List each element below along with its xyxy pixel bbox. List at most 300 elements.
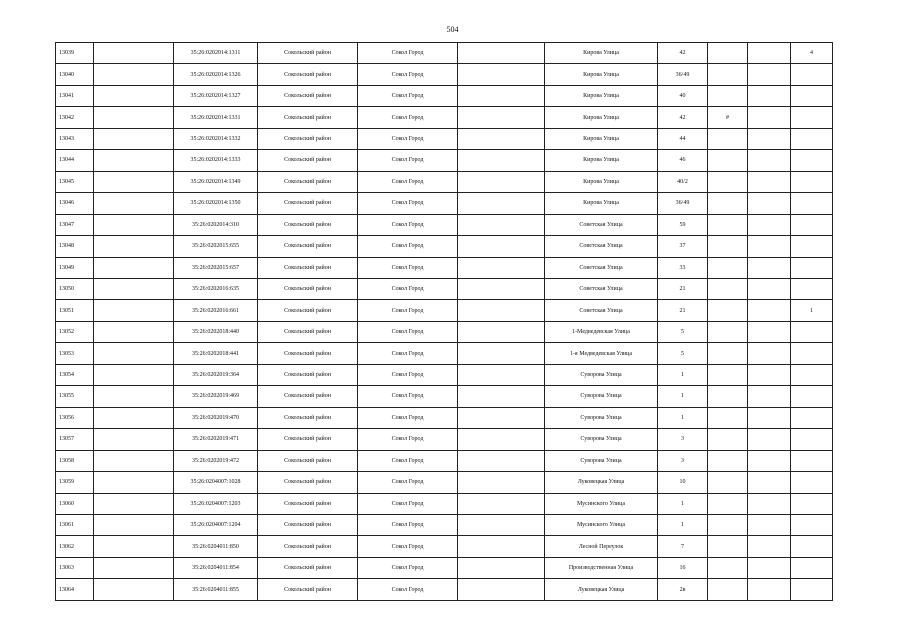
cell-record-number: 13054 — [56, 364, 94, 385]
cell-extra-col-3: 4 — [791, 43, 833, 64]
cell-district: Сокольский район — [258, 257, 358, 278]
table-row — [56, 472, 833, 493]
cell-street: Суворова Улица — [545, 429, 658, 450]
cell-house-number: 59 — [658, 214, 708, 235]
cell-record-number: 13061 — [56, 514, 94, 535]
cell-district: Сокольский район — [258, 450, 358, 471]
cell-blank-col-2 — [458, 64, 545, 85]
cell-extra-col-1 — [708, 557, 748, 578]
cell-cadastral-number: 35:26:0202014:1331 — [174, 107, 258, 128]
cell-cadastral-number: 35:26:0202019:471 — [174, 429, 258, 450]
cell-locality: Сокол Город — [358, 579, 458, 601]
cell-record-number: 13062 — [56, 536, 94, 557]
cell-extra-col-3 — [791, 171, 833, 192]
cell-extra-col-3 — [791, 579, 833, 601]
table-row — [56, 193, 833, 214]
cell-record-number: 13050 — [56, 278, 94, 299]
cell-house-number: 36/49 — [658, 64, 708, 85]
cell-district: Сокольский район — [258, 278, 358, 299]
cell-locality: Сокол Город — [358, 193, 458, 214]
cell-extra-col-1 — [708, 43, 748, 64]
cell-locality: Сокол Город — [358, 493, 458, 514]
cell-blank-col — [94, 450, 174, 471]
cell-blank-col — [94, 300, 174, 321]
cell-extra-col-2 — [748, 85, 791, 106]
cell-cadastral-number: 35:26:0202014:1326 — [174, 64, 258, 85]
cell-locality: Сокол Город — [358, 321, 458, 342]
cell-cadastral-number: 35:26:0202015:657 — [174, 257, 258, 278]
cell-extra-col-3 — [791, 364, 833, 385]
cell-record-number: 13064 — [56, 579, 94, 601]
cell-blank-col-2 — [458, 85, 545, 106]
cell-house-number: 21 — [658, 300, 708, 321]
cell-locality: Сокол Город — [358, 343, 458, 364]
cell-house-number: 1 — [658, 493, 708, 514]
cell-blank-col-2 — [458, 300, 545, 321]
cell-blank-col — [94, 257, 174, 278]
cell-blank-col — [94, 214, 174, 235]
cell-blank-col — [94, 429, 174, 450]
cell-locality: Сокол Город — [358, 386, 458, 407]
cell-extra-col-3 — [791, 214, 833, 235]
cell-house-number: 16 — [658, 557, 708, 578]
cell-house-number: 1 — [658, 364, 708, 385]
cell-extra-col-2 — [748, 364, 791, 385]
cell-street: Кирова Улица — [545, 64, 658, 85]
cell-locality: Сокол Город — [358, 214, 458, 235]
cell-extra-col-3 — [791, 536, 833, 557]
cell-blank-col — [94, 343, 174, 364]
cell-extra-col-1 — [708, 85, 748, 106]
cell-cadastral-number: 35:26:0202016:635 — [174, 278, 258, 299]
cell-locality: Сокол Город — [358, 300, 458, 321]
cell-record-number: 13060 — [56, 493, 94, 514]
cell-blank-col — [94, 557, 174, 578]
cell-extra-col-2 — [748, 300, 791, 321]
cell-district: Сокольский район — [258, 128, 358, 149]
cell-record-number: 13039 — [56, 43, 94, 64]
cell-extra-col-2 — [748, 536, 791, 557]
cell-district: Сокольский район — [258, 300, 358, 321]
table-row — [56, 514, 833, 535]
table-row — [56, 278, 833, 299]
cell-district: Сокольский район — [258, 514, 358, 535]
cell-blank-col-2 — [458, 257, 545, 278]
cell-extra-col-2 — [748, 278, 791, 299]
cell-street: Кирова Улица — [545, 107, 658, 128]
cell-street: Советская Улица — [545, 236, 658, 257]
cell-extra-col-1 — [708, 343, 748, 364]
cell-record-number: 13043 — [56, 128, 94, 149]
cell-locality: Сокол Город — [358, 514, 458, 535]
cell-extra-col-2 — [748, 514, 791, 535]
cell-extra-col-1 — [708, 364, 748, 385]
cell-blank-col — [94, 85, 174, 106]
cell-locality: Сокол Город — [358, 43, 458, 64]
cell-street: Суворова Улица — [545, 407, 658, 428]
cell-extra-col-3 — [791, 257, 833, 278]
cell-street: Советская Улица — [545, 257, 658, 278]
cell-blank-col — [94, 514, 174, 535]
cell-blank-col — [94, 236, 174, 257]
table-row — [56, 150, 833, 171]
cell-locality: Сокол Город — [358, 364, 458, 385]
cell-extra-col-3 — [791, 236, 833, 257]
cell-district: Сокольский район — [258, 43, 358, 64]
cell-street: Луковецкая Улица — [545, 579, 658, 601]
cell-blank-col-2 — [458, 536, 545, 557]
cell-district: Сокольский район — [258, 557, 358, 578]
cell-house-number: 46 — [658, 150, 708, 171]
cell-blank-col-2 — [458, 364, 545, 385]
cell-blank-col-2 — [458, 557, 545, 578]
cell-extra-col-1 — [708, 257, 748, 278]
cell-blank-col — [94, 128, 174, 149]
cell-district: Сокольский район — [258, 364, 358, 385]
cell-house-number: 7 — [658, 536, 708, 557]
cell-house-number: 3 — [658, 450, 708, 471]
cell-blank-col — [94, 536, 174, 557]
table-row — [56, 43, 833, 64]
cell-extra-col-1 — [708, 64, 748, 85]
cell-blank-col-2 — [458, 214, 545, 235]
cell-house-number: 42 — [658, 43, 708, 64]
table-row — [56, 64, 833, 85]
cell-blank-col — [94, 278, 174, 299]
cell-blank-col-2 — [458, 429, 545, 450]
cell-record-number: 13059 — [56, 472, 94, 493]
cell-cadastral-number: 35:26:0202014:1349 — [174, 171, 258, 192]
cell-record-number: 13048 — [56, 236, 94, 257]
cell-extra-col-1 — [708, 493, 748, 514]
cell-record-number: 13047 — [56, 214, 94, 235]
cell-locality: Сокол Город — [358, 150, 458, 171]
cell-cadastral-number: 35:26:0202014:1327 — [174, 85, 258, 106]
cell-cadastral-number: 35:26:0202014:310 — [174, 214, 258, 235]
cell-blank-col-2 — [458, 236, 545, 257]
table-row — [56, 300, 833, 321]
cell-blank-col-2 — [458, 343, 545, 364]
cell-extra-col-1 — [708, 450, 748, 471]
cell-extra-col-1 — [708, 472, 748, 493]
cell-district: Сокольский район — [258, 536, 358, 557]
cell-locality: Сокол Город — [358, 128, 458, 149]
cell-extra-col-2 — [748, 321, 791, 342]
cell-blank-col-2 — [458, 128, 545, 149]
cell-district: Сокольский район — [258, 107, 358, 128]
cell-cadastral-number: 35:26:0202018:440 — [174, 321, 258, 342]
cell-extra-col-2 — [748, 407, 791, 428]
table-row — [56, 493, 833, 514]
cell-house-number: 36/49 — [658, 193, 708, 214]
cell-street: Кирова Улица — [545, 128, 658, 149]
table-row — [56, 579, 833, 601]
cell-extra-col-2 — [748, 386, 791, 407]
cell-blank-col — [94, 321, 174, 342]
cell-extra-col-3 — [791, 150, 833, 171]
cell-extra-col-3 — [791, 493, 833, 514]
cell-blank-col-2 — [458, 150, 545, 171]
cell-blank-col — [94, 364, 174, 385]
cell-street: Советская Улица — [545, 300, 658, 321]
cell-extra-col-2 — [748, 450, 791, 471]
cell-extra-col-1 — [708, 429, 748, 450]
cell-locality: Сокол Город — [358, 257, 458, 278]
cell-cadastral-number: 35:26:0202019:364 — [174, 364, 258, 385]
cell-blank-col — [94, 407, 174, 428]
cell-street: Кирова Улица — [545, 150, 658, 171]
cell-extra-col-2 — [748, 343, 791, 364]
cell-locality: Сокол Город — [358, 472, 458, 493]
cell-cadastral-number: 35:26:0204007:1204 — [174, 514, 258, 535]
cell-extra-col-2 — [748, 64, 791, 85]
table-row — [56, 236, 833, 257]
cell-house-number: 2в — [658, 579, 708, 601]
cell-blank-col-2 — [458, 193, 545, 214]
cell-district: Сокольский район — [258, 472, 358, 493]
cell-extra-col-3 — [791, 64, 833, 85]
cell-extra-col-3 — [791, 107, 833, 128]
cell-locality: Сокол Город — [358, 171, 458, 192]
cell-record-number: 13040 — [56, 64, 94, 85]
cell-extra-col-3 — [791, 278, 833, 299]
cell-street: Производственная Улица — [545, 557, 658, 578]
cell-blank-col-2 — [458, 472, 545, 493]
cell-blank-col — [94, 43, 174, 64]
cell-street: Суворова Улица — [545, 364, 658, 385]
cell-record-number: 13058 — [56, 450, 94, 471]
cell-house-number: 44 — [658, 128, 708, 149]
cell-house-number: 42 — [658, 107, 708, 128]
cell-district: Сокольский район — [258, 85, 358, 106]
cell-extra-col-1: # — [708, 107, 748, 128]
table-row — [56, 557, 833, 578]
cell-locality: Сокол Город — [358, 407, 458, 428]
cell-street: Кирова Улица — [545, 171, 658, 192]
table-row — [56, 128, 833, 149]
cell-cadastral-number: 35:26:0204011:854 — [174, 557, 258, 578]
cell-district: Сокольский район — [258, 493, 358, 514]
cell-record-number: 13063 — [56, 557, 94, 578]
cell-extra-col-1 — [708, 214, 748, 235]
cell-extra-col-1 — [708, 321, 748, 342]
cell-extra-col-3 — [791, 407, 833, 428]
cell-record-number: 13056 — [56, 407, 94, 428]
cell-blank-col — [94, 579, 174, 601]
cell-district: Сокольский район — [258, 193, 358, 214]
cell-record-number: 13055 — [56, 386, 94, 407]
cell-extra-col-2 — [748, 579, 791, 601]
cell-extra-col-3: 1 — [791, 300, 833, 321]
cell-locality: Сокол Город — [358, 64, 458, 85]
cell-blank-col-2 — [458, 450, 545, 471]
cell-extra-col-2 — [748, 257, 791, 278]
cell-street: Кирова Улица — [545, 85, 658, 106]
cell-blank-col-2 — [458, 107, 545, 128]
cell-street: 1-я Медведевская Улица — [545, 343, 658, 364]
table-row — [56, 321, 833, 342]
cell-record-number: 13052 — [56, 321, 94, 342]
cell-district: Сокольский район — [258, 407, 358, 428]
cell-extra-col-3 — [791, 128, 833, 149]
cell-street: Мусинского Улица — [545, 493, 658, 514]
cell-cadastral-number: 35:26:0204011:855 — [174, 579, 258, 601]
cell-cadastral-number: 35:26:0202014:1332 — [174, 128, 258, 149]
cell-house-number: 33 — [658, 257, 708, 278]
cell-house-number: 5 — [658, 321, 708, 342]
cell-extra-col-2 — [748, 171, 791, 192]
table-row — [56, 450, 833, 471]
cell-district: Сокольский район — [258, 150, 358, 171]
cell-extra-col-1 — [708, 536, 748, 557]
cell-blank-col — [94, 193, 174, 214]
cell-blank-col — [94, 150, 174, 171]
cell-extra-col-3 — [791, 321, 833, 342]
cell-extra-col-2 — [748, 214, 791, 235]
cell-extra-col-3 — [791, 343, 833, 364]
cell-cadastral-number: 35:26:0202015:655 — [174, 236, 258, 257]
cell-blank-col-2 — [458, 43, 545, 64]
cell-district: Сокольский район — [258, 429, 358, 450]
registry-body — [56, 43, 833, 601]
cell-record-number: 13049 — [56, 257, 94, 278]
cell-extra-col-3 — [791, 386, 833, 407]
cell-extra-col-2 — [748, 150, 791, 171]
cell-cadastral-number: 35:26:0204007:1028 — [174, 472, 258, 493]
cell-blank-col-2 — [458, 407, 545, 428]
cell-cadastral-number: 35:26:0202019:470 — [174, 407, 258, 428]
cell-record-number: 13057 — [56, 429, 94, 450]
cell-extra-col-3 — [791, 450, 833, 471]
cell-extra-col-2 — [748, 128, 791, 149]
table-row — [56, 343, 833, 364]
cell-extra-col-2 — [748, 43, 791, 64]
cell-record-number: 13051 — [56, 300, 94, 321]
cell-locality: Сокол Город — [358, 450, 458, 471]
cell-street: Луковецкая Улица — [545, 472, 658, 493]
cell-house-number: 21 — [658, 278, 708, 299]
cell-blank-col-2 — [458, 579, 545, 601]
cell-blank-col-2 — [458, 493, 545, 514]
cell-district: Сокольский район — [258, 171, 358, 192]
cell-street: Мусинского Улица — [545, 514, 658, 535]
cell-cadastral-number: 35:26:0202016:661 — [174, 300, 258, 321]
cell-district: Сокольский район — [258, 386, 358, 407]
cell-street: 1-Медведевская Улица — [545, 321, 658, 342]
table-row — [56, 214, 833, 235]
cell-cadastral-number: 35:26:0204011:850 — [174, 536, 258, 557]
table-row — [56, 364, 833, 385]
cell-locality: Сокол Город — [358, 536, 458, 557]
table-row — [56, 257, 833, 278]
cell-house-number: 1 — [658, 386, 708, 407]
table-row — [56, 407, 833, 428]
cell-district: Сокольский район — [258, 579, 358, 601]
cell-cadastral-number: 35:26:0202014:1311 — [174, 43, 258, 64]
cell-locality: Сокол Город — [358, 85, 458, 106]
cell-cadastral-number: 35:26:0204007:1203 — [174, 493, 258, 514]
cell-locality: Сокол Город — [358, 236, 458, 257]
cell-cadastral-number: 35:26:0202019:472 — [174, 450, 258, 471]
cell-locality: Сокол Город — [358, 429, 458, 450]
property-registry-table — [55, 42, 833, 601]
cell-street: Кирова Улица — [545, 43, 658, 64]
table-row — [56, 171, 833, 192]
cell-street: Суворова Улица — [545, 386, 658, 407]
cell-record-number: 13046 — [56, 193, 94, 214]
cell-record-number: 13045 — [56, 171, 94, 192]
cell-blank-col-2 — [458, 171, 545, 192]
cell-extra-col-1 — [708, 171, 748, 192]
cell-blank-col-2 — [458, 278, 545, 299]
table-row — [56, 429, 833, 450]
cell-locality: Сокол Город — [358, 557, 458, 578]
table-row — [56, 107, 833, 128]
cell-locality: Сокол Город — [358, 278, 458, 299]
cell-extra-col-2 — [748, 472, 791, 493]
cell-extra-col-1 — [708, 300, 748, 321]
cell-house-number: 37 — [658, 236, 708, 257]
table-row — [56, 85, 833, 106]
cell-extra-col-2 — [748, 557, 791, 578]
cell-cadastral-number: 35:26:0202019:469 — [174, 386, 258, 407]
cell-extra-col-1 — [708, 236, 748, 257]
cell-blank-col — [94, 64, 174, 85]
cell-extra-col-1 — [708, 579, 748, 601]
cell-blank-col — [94, 386, 174, 407]
cell-extra-col-3 — [791, 472, 833, 493]
cell-blank-col — [94, 171, 174, 192]
cell-extra-col-1 — [708, 407, 748, 428]
cell-locality: Сокол Город — [358, 107, 458, 128]
cell-district: Сокольский район — [258, 343, 358, 364]
cell-house-number: 10 — [658, 472, 708, 493]
cell-record-number: 13042 — [56, 107, 94, 128]
cell-house-number: 40/2 — [658, 171, 708, 192]
cell-district: Сокольский район — [258, 214, 358, 235]
cell-record-number: 13044 — [56, 150, 94, 171]
cell-cadastral-number: 35:26:0202014:1350 — [174, 193, 258, 214]
cell-house-number: 3 — [658, 429, 708, 450]
cell-record-number: 13041 — [56, 85, 94, 106]
cell-extra-col-1 — [708, 150, 748, 171]
cell-extra-col-3 — [791, 85, 833, 106]
cell-house-number: 40 — [658, 85, 708, 106]
page-number: 504 — [446, 25, 459, 34]
cell-district: Сокольский район — [258, 236, 358, 257]
cell-house-number: 5 — [658, 343, 708, 364]
cell-extra-col-2 — [748, 193, 791, 214]
cell-extra-col-2 — [748, 493, 791, 514]
cell-blank-col — [94, 493, 174, 514]
cell-extra-col-2 — [748, 236, 791, 257]
cell-extra-col-1 — [708, 386, 748, 407]
cell-blank-col-2 — [458, 321, 545, 342]
cell-blank-col — [94, 107, 174, 128]
cell-extra-col-1 — [708, 128, 748, 149]
cell-blank-col-2 — [458, 514, 545, 535]
cell-extra-col-3 — [791, 193, 833, 214]
cell-street: Лесной Переулок — [545, 536, 658, 557]
cell-record-number: 13053 — [56, 343, 94, 364]
cell-house-number: 1 — [658, 514, 708, 535]
cell-house-number: 1 — [658, 407, 708, 428]
cell-blank-col-2 — [458, 386, 545, 407]
cell-street: Советская Улица — [545, 278, 658, 299]
cell-street: Суворова Улица — [545, 450, 658, 471]
cell-street: Советская Улица — [545, 214, 658, 235]
cell-blank-col — [94, 472, 174, 493]
